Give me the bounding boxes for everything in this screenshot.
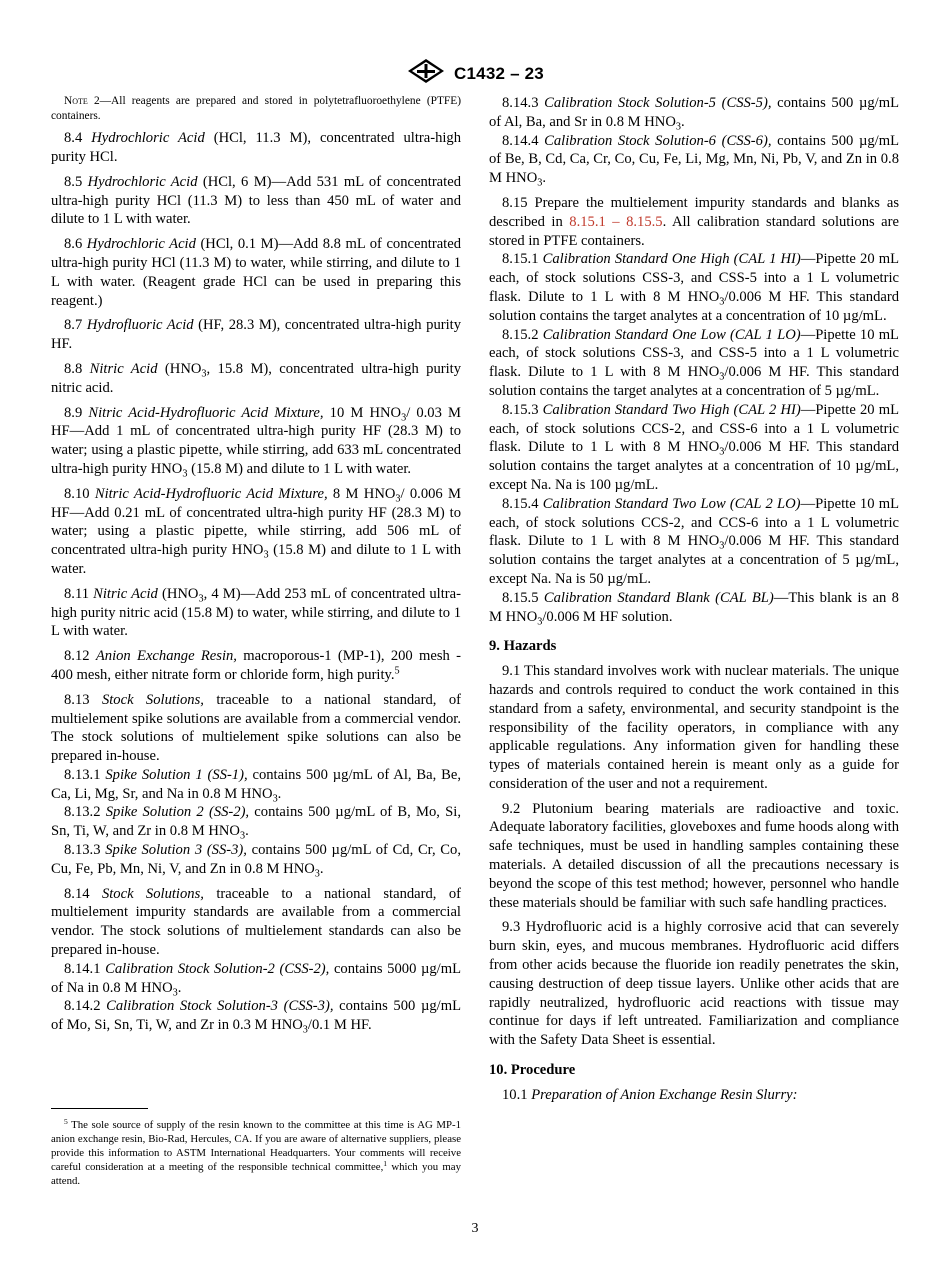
para-8-12: 8.12 Anion Exchange Resin, macroporous-1 (MP-1), 200 mesh - 400 mesh, either nitrate form or chloride form, high purity.$^5$ xyxy=(51,648,462,683)
para-8-9: 8.9 Nitric Acid-Hydrofluoric Acid Mixture, 10 M $HNO_3/$ 0.03 M HF—Add 1 mL of concentrated ultra-high purity HF (28.3 M) to water; using a plastic pipette, while stirring, add 633 mL concentrated ultra-high purity $HNO_3$ (15.8 M) and dilute to 1 L with water. xyxy=(51,404,461,480)
astm-logo-icon xyxy=(406,58,446,89)
para-8-13: 8.13 Stock Solutions, traceable to a national standard, of multielement spike solutions are available from a commercial vendor. The stock solutions of multielement spike solutions can also be prepared in-house. xyxy=(51,691,462,765)
para-8-15-5: 8.15.5 Calibration Standard Blank (CAL BL)—This blank is an 8 M $HNO_3/0.006$ M HF solution. xyxy=(489,589,899,628)
para-8-5: 8.5 Hydrochloric Acid (HCl, 6 M)—Add 531 mL of concentrated ultra-high purity HCl (11.3 M) to less than 450 mL of water and dilute to 1 L with water. xyxy=(51,173,461,228)
para-8-15: 8.15 Prepare the multielement impurity standards and blanks as described in 8.15.1 – 8.15.5. All calibration standard solutions are stored in PTFE containers. xyxy=(489,194,899,249)
para-8-8: 8.8 Nitric Acid ($HNO_3$, 15.8 M), concentrated ultra-high purity nitric acid. xyxy=(51,360,462,396)
para-9-2: 9.2 Plutonium bearing materials are radioactive and toxic. Adequate laboratory facilities, gloveboxes and fume hoods along with safe techniques, must be used in handling samples containing these materials. A detailed discussion of all the precautions necessary is beyond the scope of this test method; however, personnel who handle these materials should be familiar with such safe handling practices. xyxy=(489,800,899,911)
page-number: 3 xyxy=(471,1221,479,1236)
para-8-15-3: 8.15.3 Calibration Standard Two High (CAL 2 HI)—Pipette 20 mL each, of stock solutions CCS-2, and CSS-6 into a 1 L volumetric flask. Dilute to 1 L with 8 M $HNO_3/0.006$ M HF. This standard solution contains the target analytes at a concentration of 10 µg/mL, except Na. Na is 100 µg/mL. xyxy=(489,401,899,493)
para-8-10: 8.10 Nitric Acid-Hydrofluoric Acid Mixture, 8 M $HNO_3/$ 0.006 M HF—Add 0.21 mL of concentrated ultra-high purity HF (28.3 M) to water; using a plastic pipette, while stirring, add 506 mL of concentrated ultra-high purity $HNO_3$ (15.8 M) and dilute to 1 L with water. xyxy=(51,485,462,577)
para-8-14-1: 8.14.1 Calibration Stock Solution-2 (CSS-2), contains 5000 µg/mL of Na in 0.8 M $HNO_3$. xyxy=(51,960,462,999)
para-8-15-1: 8.15.1 Calibration Standard One High (CAL 1 HI)—Pipette 20 mL each, of stock solutions CSS-3, and CSS-5 into a 1 L volumetric flask. Dilute to 1 L with 8 M $HNO_3/0.006$ M HF. This standard solution contains the target analytes at a concentration of 10 µg/mL. xyxy=(489,251,899,324)
para-8-6: 8.6 Hydrochloric Acid (HCl, 0.1 M)—Add 8.8 mL of concentrated ultra-high purity HCl (11.3 M) to water, while stirring, and dilute to 1 L with water. (Reagent grade HCl can be used in preparing this reagent.) xyxy=(51,236,461,309)
para-8-14-3: 8.14.3 Calibration Stock Solution-5 (CSS-5), contains 500 µg/mL of Al, Ba, and Sr in 0.8 M $HNO_3$. xyxy=(489,95,899,133)
para-9-3: 9.3 Hydrofluoric acid is a highly corrosive acid that can severely burn skin, eyes, and mucous membranes. Hydrofluoric acid differs from other acids because the fluoride ion readily penetrates the skin, causing destruction of deep tissue layers. Unlike other acids that are rapidly neutralized, hydrofluoric acid reactions with tissue may continue for days if left untreated. Familiarization and compliance with the Safety Data Sheet is essential. xyxy=(489,919,899,1049)
para-8-11: 8.11 Nitric Acid ($HNO_3$, 4 M)—Add 253 mL of concentrated ultra-high purity nitric acid (15.8 M) to water, while stirring, and dilute to 1 L with water. xyxy=(51,585,461,640)
para-8-15-4: 8.15.4 Calibration Standard Two Low (CAL 2 LO)—Pipette 10 mL each, of stock solutions CCS-2, and CCS-6 into a 1 L volumetric flask. Dilute to 1 L with 8 M $HNO_3/0.006$ M HF. This standard solution contains the target analytes at a concentration of 5 µg/mL, except Na. Na is 50 µg/mL. xyxy=(489,495,899,587)
section-heading-hazards: 9. Hazards xyxy=(489,638,557,655)
para-8-7: 8.7 Hydrofluoric Acid (HF, 28.3 M), concentrated ultra-high purity HF. xyxy=(51,317,462,353)
document-id: C1432 – 23 xyxy=(454,63,544,83)
right-column xyxy=(489,94,899,1105)
para-8-14-2: 8.14.2 Calibration Stock Solution-3 (CSS-3), contains 500 µg/mL of Mo, Si, Sn, Ti, W, and Zr in 0.3 M $HNO_3/0.1$ M HF. xyxy=(51,998,461,1036)
para-10-1: 10.1 Preparation of Anion Exchange Resin Slurry: xyxy=(502,1086,798,1103)
page-header xyxy=(0,58,950,89)
para-8-15-2: 8.15.2 Calibration Standard One Low (CAL 1 LO)—Pipette 10 mL each, of stock solutions CSS-3, and CSS-5 into a 1 L volumetric flask. Dilute to 1 L with 8 M $HNO_3/0.006$ M HF. This standard solution contains the target analytes at a concentration of 5 µg/mL. xyxy=(489,326,899,399)
para-8-4: 8.4 Hydrochloric Acid (HCl, 11.3 M), concentrated ultra-high purity HCl. xyxy=(51,130,462,165)
para-9-1: 9.1 This standard involves work with nuclear materials. The unique hazards and controls required to conduct the work contained in this standard from a safety, environmental, and security standpoint is the responsibility of the facility operators, in compliance with any applicable regulations. Any information given for handling these types of materials contained herein is meant only as a guide for consideration of the user and not a requirement. xyxy=(489,663,899,792)
note-2: Note 2—All reagents are prepared and stored in polytetrafluoroethylene (PTFE) containers. xyxy=(51,95,461,122)
section-ref-link[interactable]: 8.15.1 – 8.15.5 xyxy=(569,213,663,230)
para-8-14-4: 8.14.4 Calibration Stock Solution-6 (CSS-6), contains 500 µg/mL of Be, B, Cd, Ca, Cr, Co, Cu, Fe, Li, Mg, Mn, Ni, Pb, V, and Zn in 0.8 M $HNO_3$. xyxy=(489,132,899,189)
left-column xyxy=(51,94,461,1035)
para-8-13-1: 8.13.1 Spike Solution 1 (SS-1), contains 500 µg/mL of Al, Ba, Be, Ca, Li, Mg, Sr, and Na in 0.8 M $HNO_3$. xyxy=(51,766,461,805)
footnote-rule xyxy=(51,1108,148,1109)
section-heading-procedure: 10. Procedure xyxy=(489,1062,576,1079)
para-8-13-2: 8.13.2 Spike Solution 2 (SS-2), contains 500 µg/mL of B, Mo, Si, Sn, Ti, W, and Zr in 0.8 M $HNO_3$. xyxy=(51,804,461,842)
footnote-5: $^5$ The sole source of supply of the resin known to the committee at this time is AG MP-1 anion exchange resin, Bio-Rad, Hercules, CA. If you are aware of alternative suppliers, please provide this information to ASTM International Headquarters. Your comments will receive careful consideration at a meeting of the responsible technical committee,$^1$ which you may attend. xyxy=(51,1116,461,1187)
para-8-13-3: 8.13.3 Spike Solution 3 (SS-3), contains 500 µg/mL of Cd, Cr, Co, Cu, Fe, Pb, Mn, Ni, V, and Zn in 0.8 M $HNO_3$. xyxy=(51,842,461,880)
para-8-14: 8.14 Stock Solutions, traceable to a national standard, of multielement impurity standards are available from a commercial vendor. The stock solutions of multielement standards can also be prepared in-house. xyxy=(51,885,462,959)
